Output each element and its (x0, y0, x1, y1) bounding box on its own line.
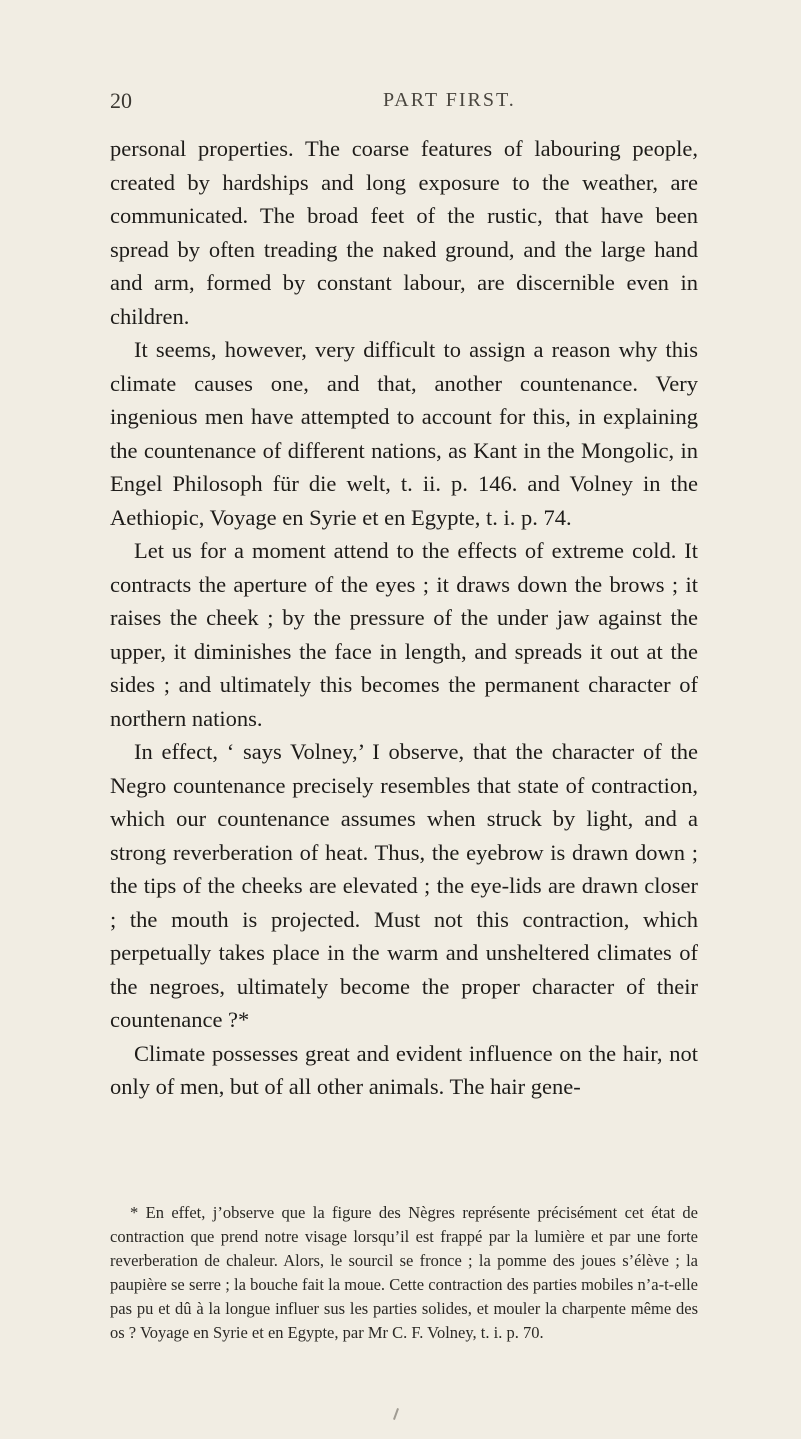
running-title: PART FIRST. (383, 89, 516, 111)
paragraph: Let us for a moment attend to the effects of extreme cold. It contracts the aperture of the eyes ; it draws down the brows ; it raises the cheek ; by the pressure of the under jaw against the upper, it diminishes the face in length, and spreads it out at the sides ; and ultimately this becomes the permanent character of northern nations. (110, 538, 698, 731)
running-head (110, 88, 710, 112)
body-text (110, 132, 698, 1104)
paragraph: Climate possesses great and evident influence on the hair, not only of men, but of all other animals. The hair gene- (110, 1040, 698, 1099)
footnote (110, 1201, 698, 1345)
page-mark (393, 1408, 399, 1420)
paragraph: personal properties. The coarse features of labouring people, created by hardships and long exposure to the weather, are communicated. The broad feet of the rustic, that have been spread by often treading the naked ground, and the large hand and arm, formed by constant labour, are discernible even in children. (110, 136, 698, 329)
paragraph: In effect, ‘ says Volney,’ I observe, that the character of the Negro countenance precisely resembles that state of contraction, which our countenance assumes when struck by light, and a strong reverberation of heat. Thus, the eyebrow is drawn down ; the tips of the cheeks are elevated ; the eye-lids are drawn closer ; the mouth is projected. Must not this contraction, which perpetually takes place in the warm and unsheltered climates of the negroes, ultimately become the proper character of their countenance ?* (110, 739, 698, 1032)
page-number: 20 (110, 88, 132, 113)
paragraph: It seems, however, very difficult to assign a reason why this climate causes one, and that, another countenance. Very ingenious men have attempted to account for this, in explaining the countenance of different nations, as Kant in the Mongolic, in Engel Philosoph für die welt, t. ii. p. 146. and Volney in the Aethiopic, Voyage en Syrie et en Egypte, t. i. p. 74. (110, 337, 698, 530)
footnote-text: * En effet, j’observe que la figure des Nègres représente précisément cet état de contraction que prend notre visage lorsqu’il est frappé par la lumière et par une forte reverberation de chaleur. Alors, le sourcil se fronce ; la pomme des joues s’élève ; la paupière se serre ; la bouche fait la moue. Cette contraction des parties mobiles n’a-t-elle pas pu et dû à la longue influer sus les parties solides, et mouler la charpente même des os ? Voyage en Syrie et en Egypte, par Mr C. F. Volney, t. i. p. 70. (110, 1203, 698, 1342)
